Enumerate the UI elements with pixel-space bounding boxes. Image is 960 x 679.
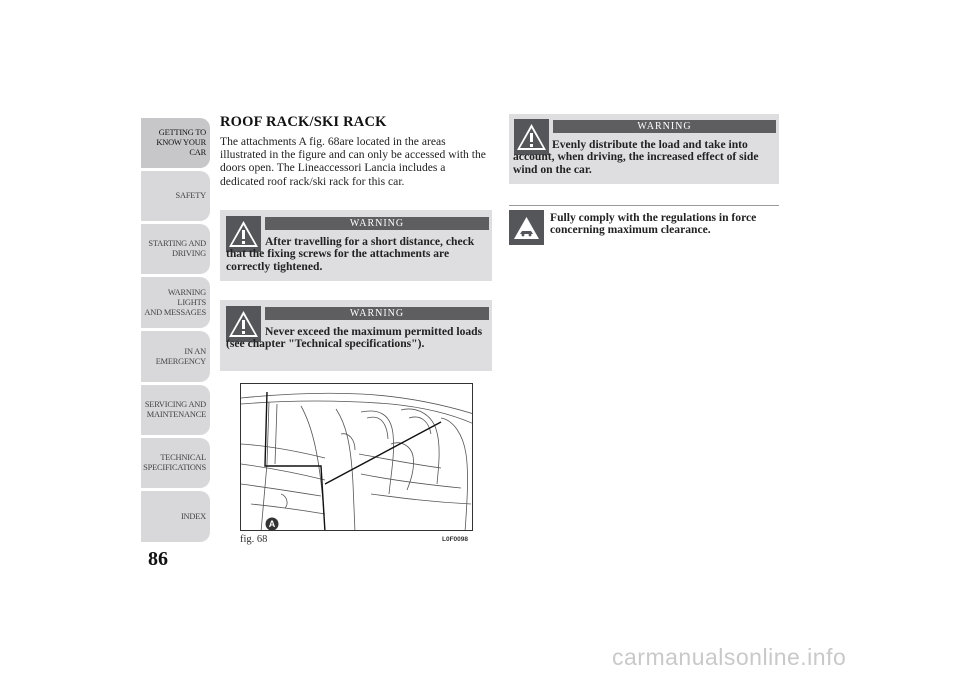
watermark: carmanualsonline.info (612, 644, 847, 670)
warning-text: After travelling for a short distance, check that the fixing screws for the attachments are correctly tightened. (226, 235, 475, 273)
warning-header: WARNING (265, 217, 489, 230)
tab-safety[interactable] (141, 171, 210, 221)
tab-label: GETTING TO KNOW YOUR CAR (156, 128, 206, 157)
car-clearance-icon (509, 210, 544, 245)
warning-text: Never exceed the maximum permitted loads (see chapter "Technical specifications"). (226, 325, 483, 351)
warning-text: Evenly distribute the load and take into account, when driving, the increased effect of side wind on the car. (513, 138, 759, 176)
warning-header: WARNING (265, 307, 489, 320)
figure-caption: fig. 68 (240, 534, 268, 545)
tab-label: STARTING AND DRIVING (148, 239, 206, 258)
warning-box-max-load (220, 300, 492, 371)
section-title: ROOF RACK/SKI RACK (220, 114, 387, 130)
page-number: 86 (148, 548, 168, 570)
tab-label: SAFETY (175, 191, 206, 200)
tab-in-an-emergency[interactable] (141, 331, 210, 382)
callout-a-label: A (268, 519, 276, 529)
divider (509, 205, 779, 206)
warning-header: WARNING (553, 120, 776, 133)
figure-roof-attachments (240, 383, 473, 531)
tab-warning-lights[interactable] (141, 277, 210, 328)
tab-label: SERVICING AND MAINTENANCE (144, 400, 206, 419)
tab-index[interactable] (141, 491, 210, 542)
car-door-illustration (241, 384, 473, 531)
warning-box-side-wind (509, 114, 779, 184)
tab-getting-to-know-your-car[interactable] (141, 118, 210, 168)
tab-label: INDEX (180, 511, 206, 521)
tab-starting-and-driving[interactable] (141, 224, 210, 274)
warning-box-tightening (220, 210, 492, 281)
tab-label: IN AN EMERGENCY (155, 346, 206, 366)
tab-label: TECHNICAL SPECIFICATIONS (143, 453, 206, 472)
tab-servicing[interactable] (141, 385, 210, 435)
tab-technical-specifications[interactable] (141, 438, 210, 488)
note-text: Fully comply with the regulations in force concerning maximum clearance. (550, 211, 757, 237)
tab-label: WARNING LIGHTS AND MESSAGES (144, 287, 206, 317)
section-body: The attachments A fig. 68are located in the areas illustrated in the figure and can only be accessed with the doors open. The Lineaccessori Lancia includes a dedicated roof rack/ski rack for this car. (220, 135, 486, 188)
figure-code: L0F0098 (442, 536, 469, 543)
